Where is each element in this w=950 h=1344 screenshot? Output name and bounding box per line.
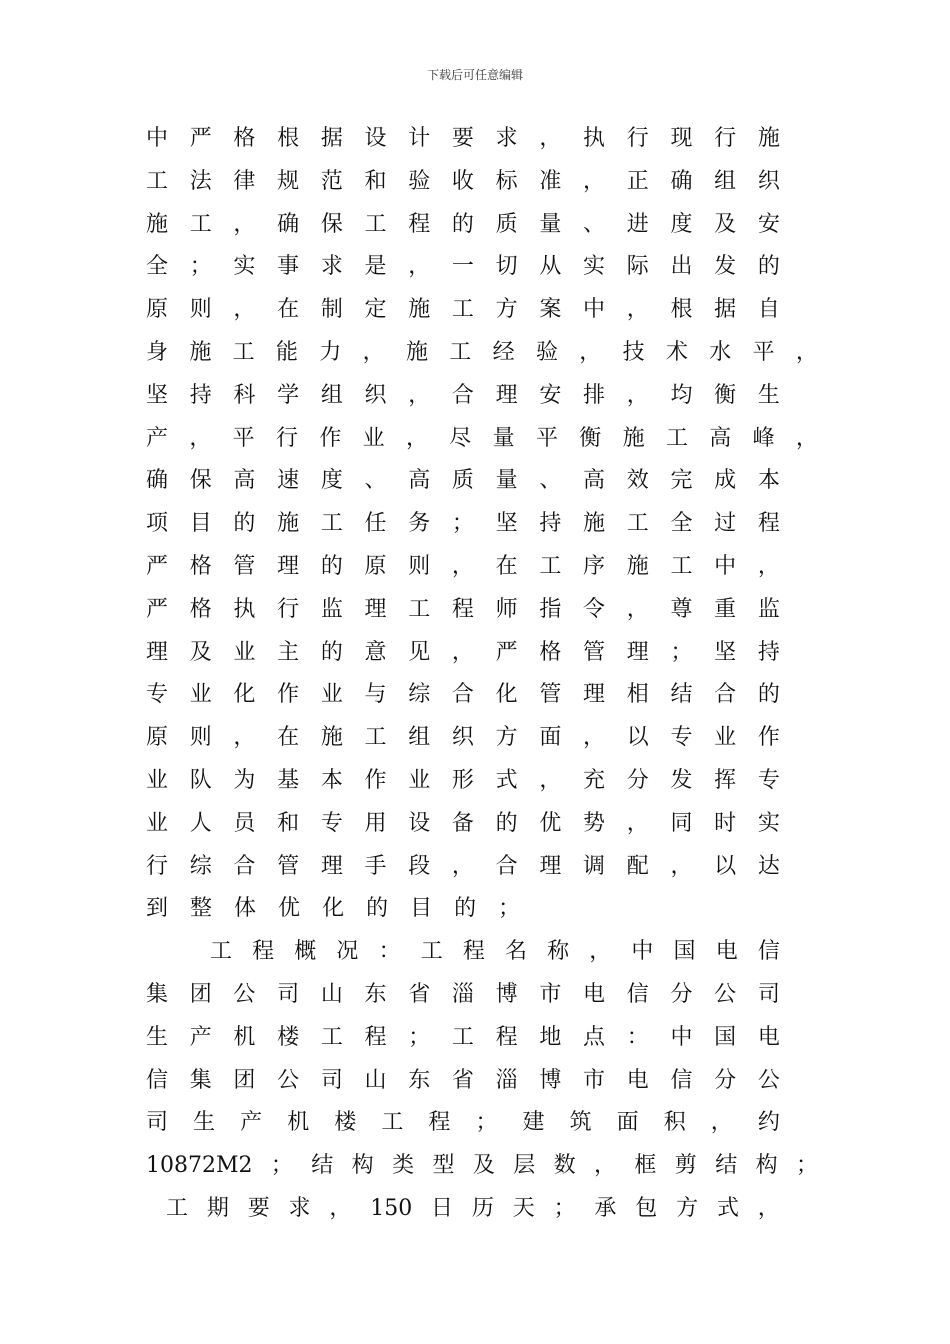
text-line: 工 期 要 求 ， 150 日 历 天 ； 承 包 方 式 ， (166, 1195, 780, 1221)
text-line: 工 法 律 规 范 和 验 收 标 准 ， 正 确 组 织 (146, 168, 780, 194)
text-line: 身 施 工 能 力 ， 施 工 经 验 ， 技 术 水 平 ， (146, 339, 818, 365)
text-line: 项 目 的 施 工 任 务 ； 坚 持 施 工 全 过 程 (146, 511, 780, 537)
text-line: 工 程 概 况 ： 工 程 名 称 ， 中 国 电 信 (210, 939, 780, 965)
text-line: 原 则 ， 在 制 定 施 工 方 案 中 ， 根 据 自 (146, 297, 780, 323)
text-line: 业 队 为 基 本 作 业 形 式 ， 充 分 发 挥 专 (146, 767, 780, 793)
text-line: 产 ， 平 行 作 业 ， 尽 量 平 衡 施 工 高 峰 ， (146, 425, 818, 451)
text-line: 司 生 产 机 楼 工 程 ； 建 筑 面 积 ， 约 (146, 1110, 780, 1136)
text-line: 坚 持 科 学 组 织 ， 合 理 安 排 ， 均 衡 生 (146, 382, 780, 408)
text-line: 理 及 业 主 的 意 见 ， 严 格 管 理 ； 坚 持 (146, 639, 780, 665)
page-header: 下载后可任意编辑 (426, 68, 523, 82)
text-line: 专 业 化 作 业 与 综 合 化 管 理 相 结 合 的 (146, 682, 780, 708)
text-line: 行 综 合 管 理 手 段 ， 合 理 调 配 ， 以 达 (146, 853, 780, 879)
text-line: 施 工 ， 确 保 工 程 的 质 量 、 进 度 及 安 (146, 211, 780, 237)
text-line: 10872M2 ； 结 构 类 型 及 层 数 ， 框 剪 结 构 ； (146, 1153, 818, 1179)
text-line: 到 整 体 优 化 的 目 的 ； (146, 896, 521, 922)
text-line: 中 严 格 根 据 设 计 要 求 ， 执 行 现 行 施 (146, 126, 780, 151)
text-line: 业 人 员 和 专 用 设 备 的 优 势 ， 同 时 实 (146, 810, 780, 836)
text-line: 信 集 团 公 司 山 东 省 淄 博 市 电 信 分 公 (146, 1067, 780, 1093)
text-line: 严 格 执 行 监 理 工 程 师 指 令 ， 尊 重 监 (146, 596, 780, 622)
text-line: 集 团 公 司 山 东 省 淄 博 市 电 信 分 公 司 (146, 981, 780, 1007)
text-line: 全 ； 实 事 求 是 ， 一 切 从 实 际 出 发 的 (146, 254, 780, 280)
text-line: 生 产 机 楼 工 程 ； 工 程 地 点 ： 中 国 电 (146, 1024, 780, 1050)
text-line: 确 保 高 速 度 、 高 质 量 、 高 效 完 成 本 (146, 468, 780, 494)
document-body (146, 118, 818, 1231)
text-line: 严 格 管 理 的 原 则 ， 在 工 序 施 工 中 ， (146, 553, 780, 579)
text-line: 原 则 ， 在 施 工 组 织 方 面 ， 以 专 业 作 (146, 725, 780, 751)
